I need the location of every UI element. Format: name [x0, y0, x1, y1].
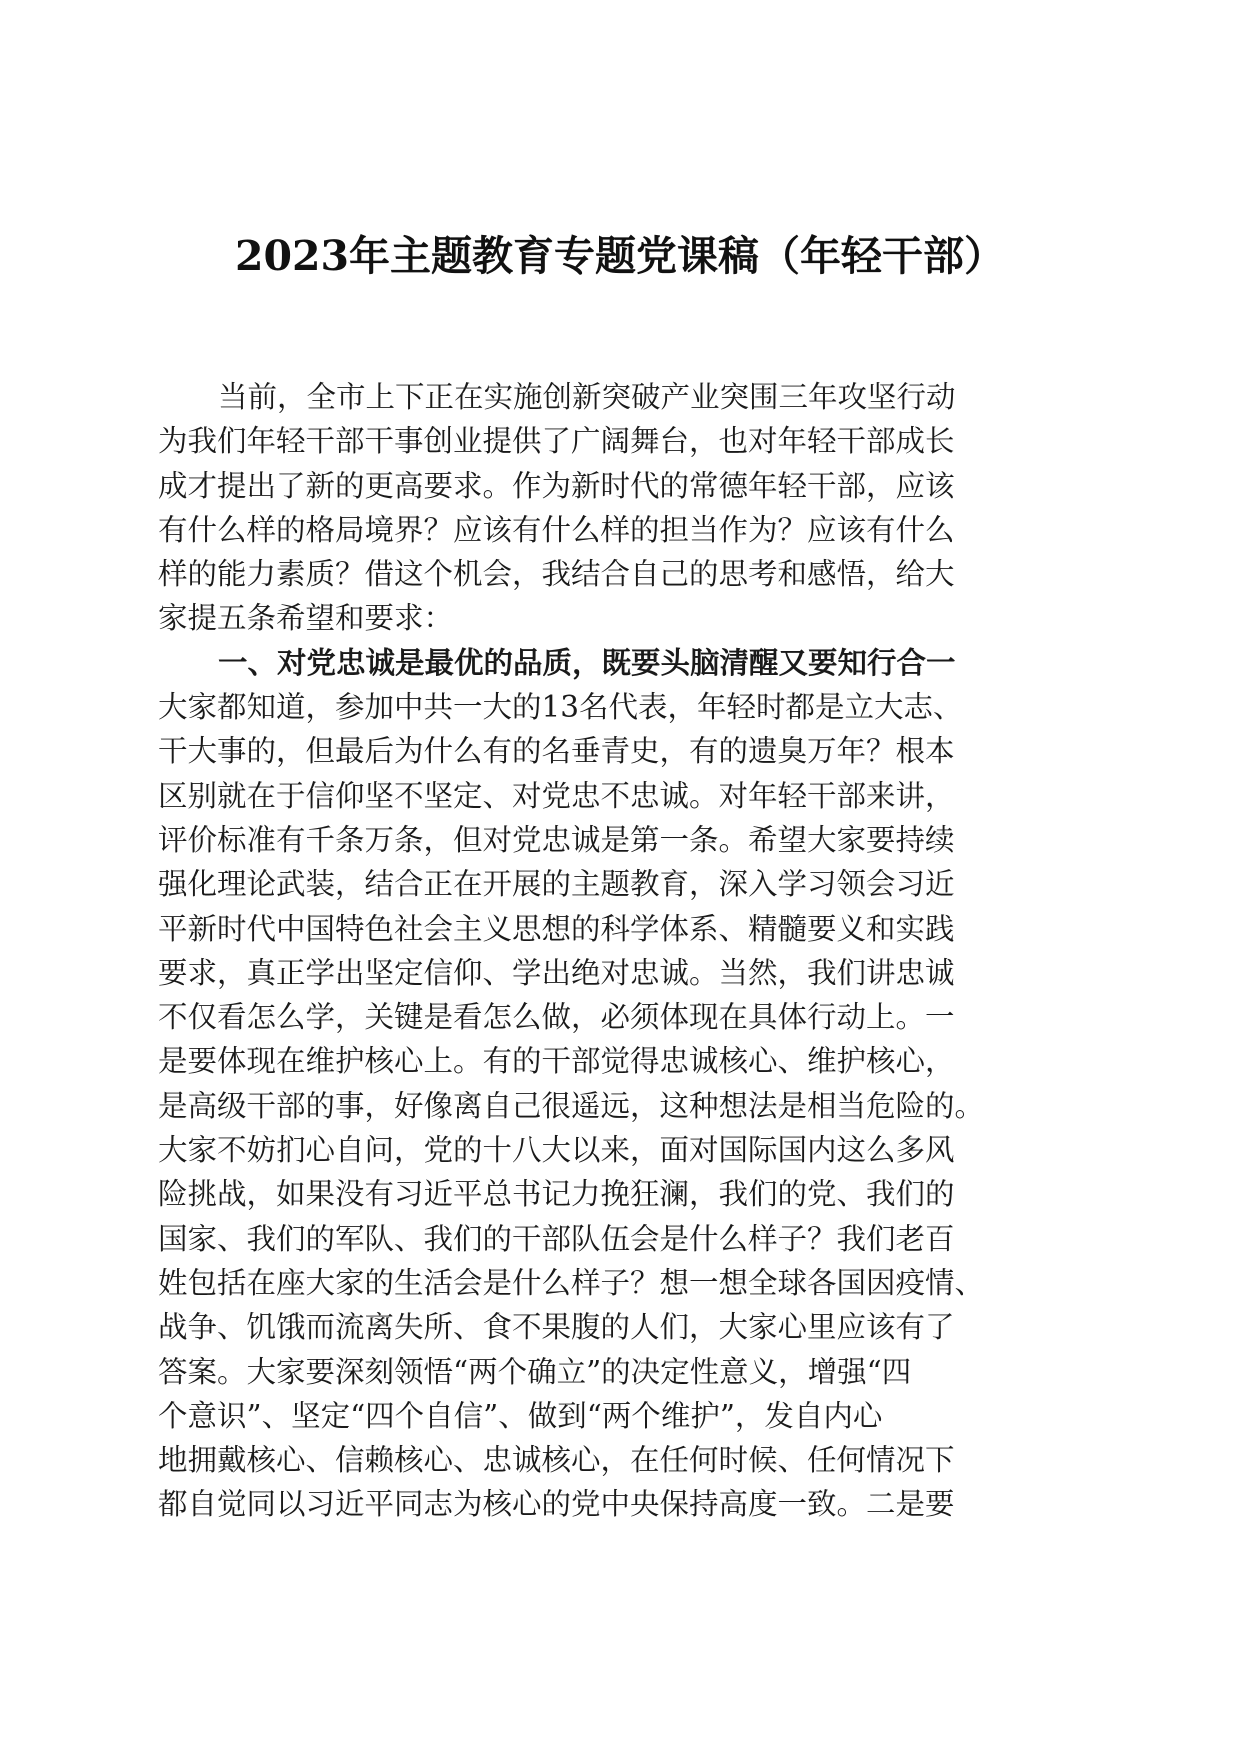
paragraph-line: 有什么样的格局境界？应该有什么样的担当作为？应该有什么: [158, 512, 955, 547]
paragraph-line: 平新时代中国特色社会主义思想的科学体系、精髓要义和实践: [158, 911, 955, 946]
paragraph-line: 大家不妨扪心自问，党的十八大以来，面对国际国内这么多风: [158, 1133, 955, 1168]
paragraph-line: 成才提出了新的更高要求。作为新时代的常德年轻干部，应该: [158, 468, 955, 503]
paragraph-line: 要求，真正学出坚定信仰、学出绝对忠诚。当然，我们讲忠诚: [158, 955, 955, 990]
paragraph-line: 当前，全市上下正在实施创新突破产业突围三年攻坚行动: [218, 380, 956, 414]
paragraph-line: 干大事的，但最后为什么有的名垂青史，有的遗臭万年？根本: [158, 734, 955, 769]
paragraph-line: 姓包括在座大家的生活会是什么样子？想一想全球各国因疫情、: [158, 1265, 985, 1300]
section-heading: 一、对党忠诚是最优的品质，既要头脑清醒又要知行合一: [218, 644, 956, 680]
paragraph-line: 地拥戴核心、信赖核心、忠诚核心，在任何时候、任何情况下: [158, 1443, 955, 1478]
paragraph-line: 大家都知道，参加中共一大的13名代表，年轻时都是立大志、: [158, 690, 963, 725]
paragraph-line: 个意识”、坚定“四个自信”、做到“两个维护”，发自内心: [158, 1398, 883, 1433]
paragraph-line: 险挑战，如果没有习近平总书记力挽狂澜，我们的党、我们的: [158, 1177, 955, 1212]
paragraph-line: 为我们年轻干部干事创业提供了广阔舞台，也对年轻干部成长: [158, 424, 955, 459]
paragraph-line: 答案。大家要深刻领悟“两个确立”的决定性意义，增强“四: [158, 1354, 912, 1389]
paragraph-line: 国家、我们的军队、我们的干部队伍会是什么样子？我们老百: [158, 1221, 955, 1256]
paragraph-line: 战争、饥饿而流离失所、食不果腹的人们，大家心里应该有了: [158, 1310, 955, 1345]
paragraph-line: 强化理论武装，结合正在开展的主题教育，深入学习领会习近: [158, 867, 955, 902]
paragraph-line: 都自觉同以习近平同志为核心的党中央保持高度一致。二是要: [158, 1487, 955, 1522]
paragraph-line: 不仅看怎么学，关键是看怎么做，必须体现在具体行动上。一: [158, 1000, 955, 1035]
document-body: [158, 375, 1088, 1527]
paragraph-line: 是高级干部的事，好像离自己很遥远，这种想法是相当危险的。: [158, 1088, 985, 1123]
paragraph-line: 是要体现在维护核心上。有的干部觉得忠诚核心、维护核心，: [158, 1044, 955, 1079]
paragraph-line: 家提五条希望和要求：: [158, 601, 454, 636]
document-title: 2023年主题教育专题党课稿（年轻干部）: [234, 232, 1006, 280]
paragraph-line: 评价标准有千条万条，但对党忠诚是第一条。希望大家要持续: [158, 822, 955, 857]
paragraph-line: 样的能力素质？借这个机会，我结合自己的思考和感悟，给大: [158, 557, 955, 592]
paragraph-line: 区别就在于信仰坚不坚定、对党忠不忠诚。对年轻干部来讲，: [158, 778, 955, 813]
